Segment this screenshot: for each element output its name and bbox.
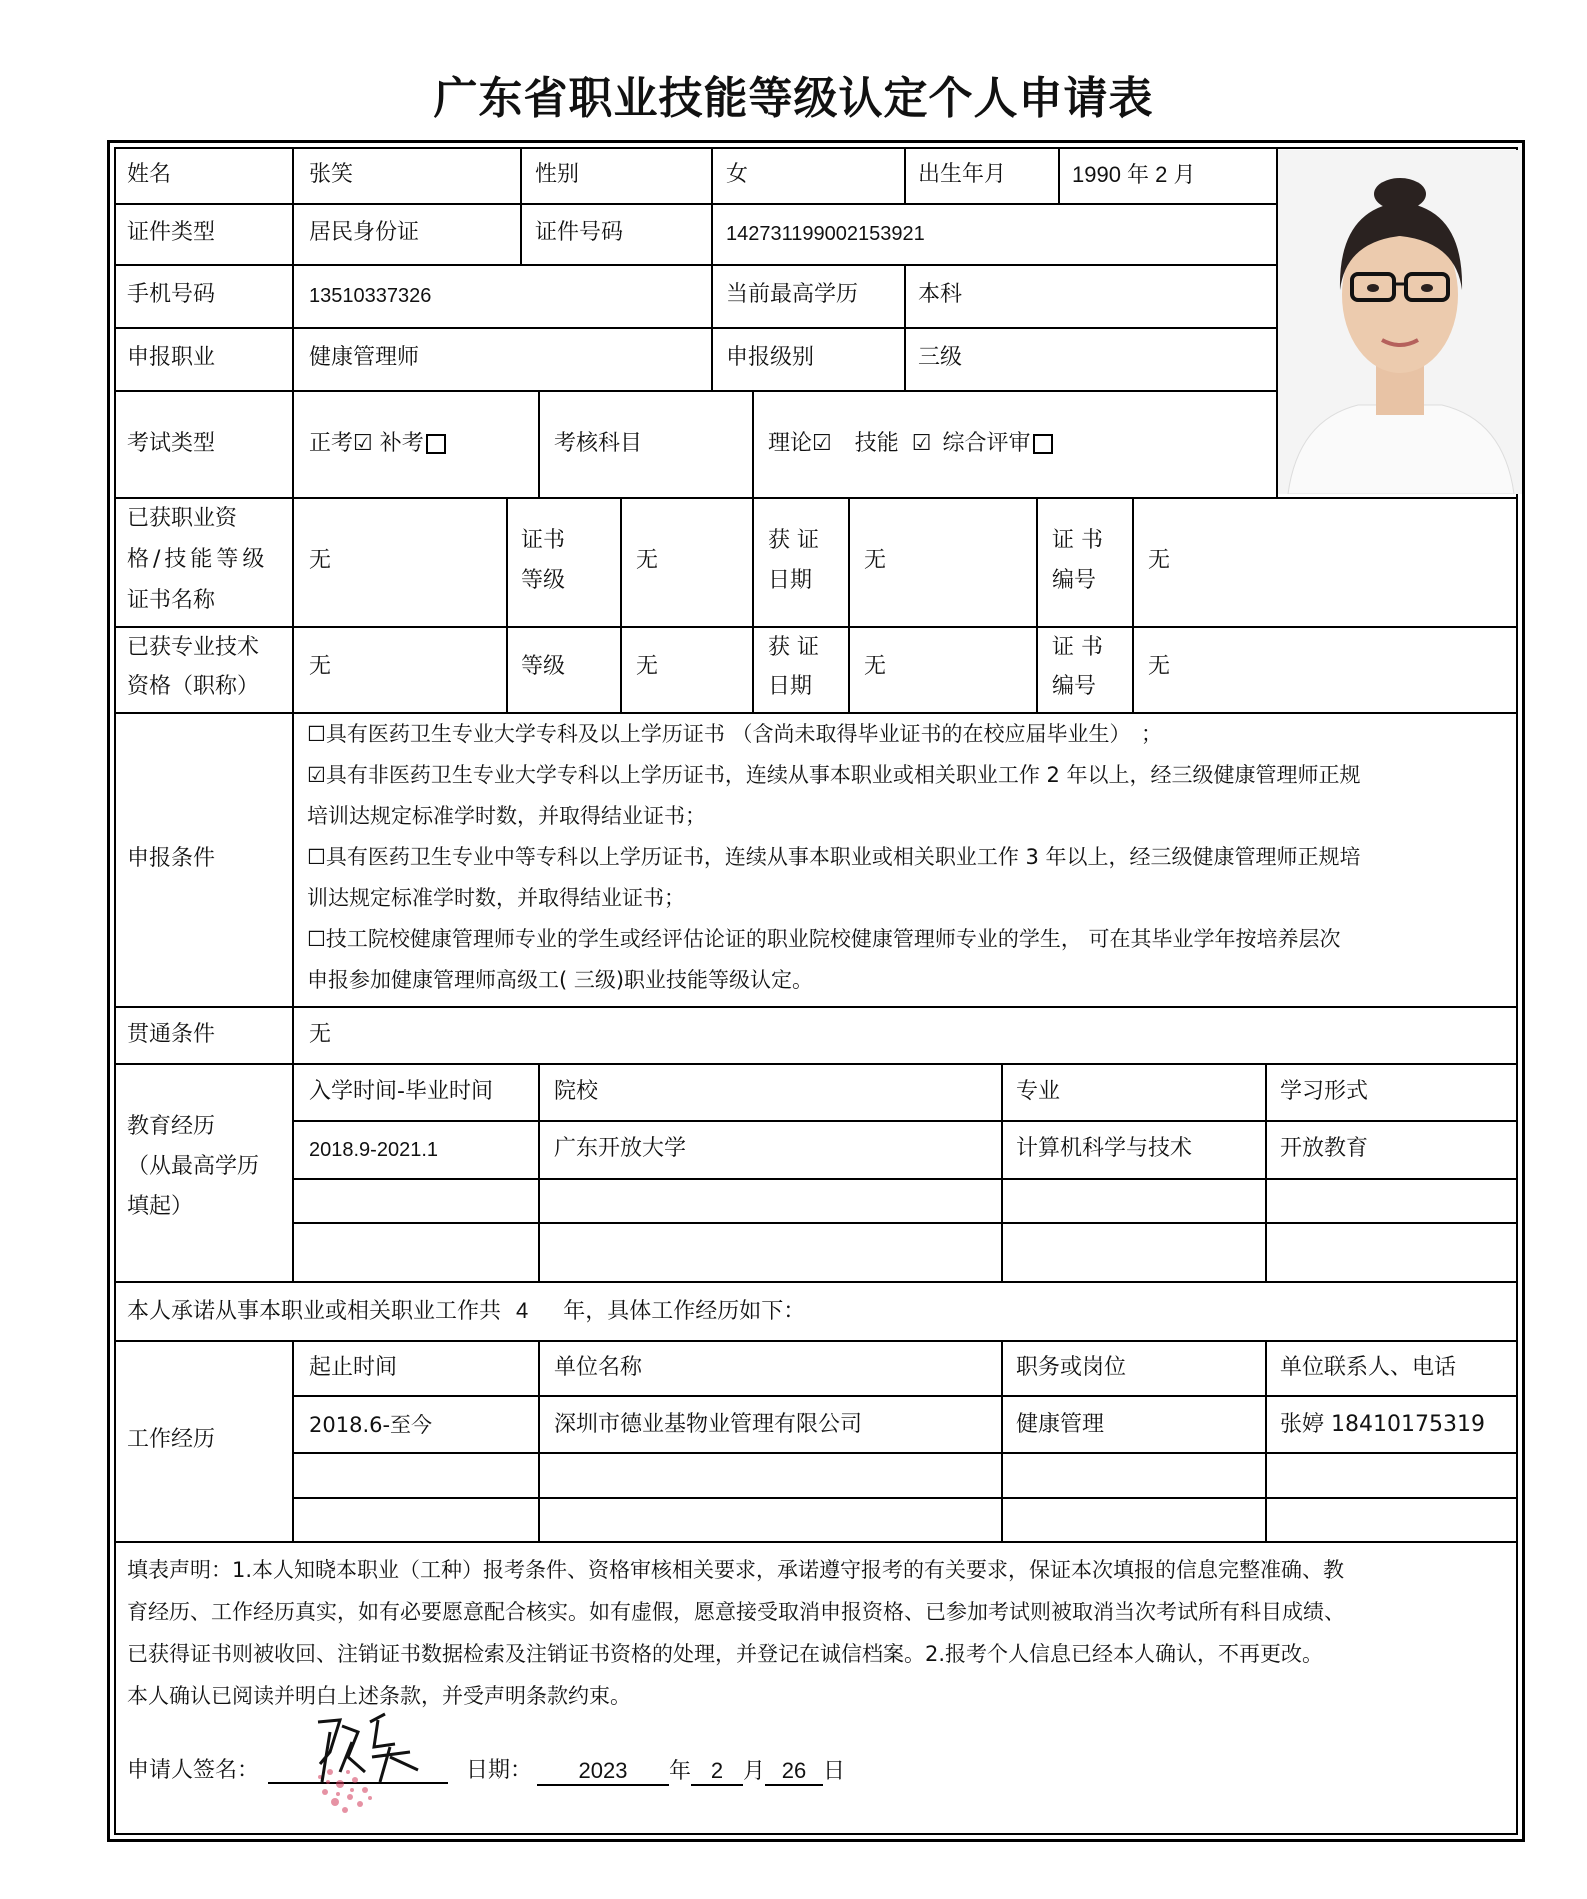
handwritten-signature xyxy=(300,1702,430,1822)
label-cert1-line1: 已获职业资 xyxy=(127,506,238,531)
label-cert-no2-line2: 编号 xyxy=(1052,674,1097,699)
condition-2-checkbox[interactable]: ☑ xyxy=(307,763,326,787)
subject-comprehensive-checkbox[interactable] xyxy=(1033,434,1053,454)
value-level[interactable]: 三级 xyxy=(918,345,963,370)
value-cert1-grade[interactable]: 无 xyxy=(636,548,659,573)
condition-1-checkbox[interactable]: ☐ xyxy=(307,722,326,746)
edu-row1-school[interactable]: 广东开放大学 xyxy=(554,1136,687,1161)
label-exam-subject: 考核科目 xyxy=(554,431,643,456)
label-conditions: 申报条件 xyxy=(127,846,216,871)
condition-4-cont: 申报参加健康管理师高级工( 三级)职业技能等级认定。 xyxy=(307,968,814,992)
label-cert-no-line2: 编号 xyxy=(1052,568,1097,593)
value-cert2-no[interactable]: 无 xyxy=(1148,654,1171,679)
work-commit-prefix: 本人承诺从事本职业或相关职业工作共 xyxy=(127,1299,502,1324)
label-level: 申报级别 xyxy=(726,345,815,370)
edu-row1-period[interactable]: 2018.9-2021.1 xyxy=(309,1139,439,1161)
condition-3-text: 具有医药卫生专业中等专科以上学历证书，连续从事本职业或相关职业工作 3 年以上，经三级健康管理师正规培 xyxy=(325,845,1361,869)
label-id-type: 证件类型 xyxy=(127,220,216,245)
exam-regular-label: 正考 xyxy=(309,431,354,456)
edu-header-period: 入学时间-毕业时间 xyxy=(309,1079,493,1104)
condition-3-checkbox[interactable]: ☐ xyxy=(307,845,326,869)
value-cert2-name[interactable]: 无 xyxy=(309,654,332,679)
work-header-company: 单位名称 xyxy=(554,1355,643,1380)
label-grade: 等级 xyxy=(521,654,566,679)
work-row1-position[interactable]: 健康管理 xyxy=(1016,1412,1105,1437)
month-unit: 月 xyxy=(743,1759,766,1784)
value-gender[interactable]: 女 xyxy=(726,162,749,187)
value-occupation[interactable]: 健康管理师 xyxy=(309,345,420,370)
label-get-date-line1: 获 证 xyxy=(768,528,819,553)
label-edu-hist-line2: （从最高学历 xyxy=(127,1154,260,1179)
edu-header-major: 专业 xyxy=(1016,1079,1061,1104)
edu-row1-mode[interactable]: 开放教育 xyxy=(1280,1136,1369,1161)
label-cert2-line1: 已获专业技术 xyxy=(127,635,260,660)
label-id-no: 证件号码 xyxy=(535,220,624,245)
subject-skill-label: 技能 xyxy=(854,431,899,456)
value-cert2-date[interactable]: 无 xyxy=(864,654,887,679)
label-cert1-line2: 格/技能等级 xyxy=(127,547,269,572)
declaration-line1: 填表声明：1.本人知晓本职业（工种）报考条件、资格审核相关要求，承诺遵守报考的有关要求，保证本次填报的信息完整准确、教 xyxy=(127,1558,1345,1582)
value-through[interactable]: 无 xyxy=(309,1022,332,1047)
value-cert1-name[interactable]: 无 xyxy=(309,548,332,573)
exam-regular-checkbox[interactable]: ☑ xyxy=(353,431,373,456)
condition-3-cont: 训达规定标准学时数，并取得结业证书； xyxy=(307,886,685,910)
label-get-date2-line1: 获 证 xyxy=(768,635,819,660)
value-cert2-grade[interactable]: 无 xyxy=(636,654,659,679)
exam-type-options xyxy=(309,430,446,458)
value-phone[interactable]: 13510337326 xyxy=(309,285,432,307)
declaration-line3: 已获得证书则被收回、注销证书数据检索及注销证书资格的处理，并登记在诚信档案。2.报考个人信息已经本人确认，不再更改。 xyxy=(127,1642,1324,1666)
year-unit: 年 xyxy=(669,1759,692,1784)
subject-skill-checkbox[interactable]: ☑ xyxy=(911,431,932,456)
label-through: 贯通条件 xyxy=(127,1022,216,1047)
date-day[interactable]: 26 xyxy=(765,1758,823,1786)
condition-1 xyxy=(307,720,1162,748)
value-id-no[interactable]: 142731199002153921 xyxy=(726,223,925,245)
label-exam-type: 考试类型 xyxy=(127,431,216,456)
work-row1-contact[interactable]: 张婷 18410175319 xyxy=(1280,1412,1485,1437)
label-phone: 手机号码 xyxy=(127,282,216,307)
label-cert-grade-line2: 等级 xyxy=(521,568,566,593)
condition-3 xyxy=(307,843,1361,871)
subject-theory-checkbox[interactable]: ☑ xyxy=(812,431,832,456)
label-occupation: 申报职业 xyxy=(127,345,216,370)
declaration-line2: 育经历、工作经历真实，如有必要愿意配合核实。如有虚假，愿意接受取消申报资格、已参加考试则被取消当次考试所有科目成绩、 xyxy=(127,1600,1345,1624)
label-get-date-line2: 日期 xyxy=(768,568,813,593)
label-edu: 当前最高学历 xyxy=(726,282,859,307)
label-cert1-line3: 证书名称 xyxy=(127,588,216,613)
label-cert2-line2: 资格（职称） xyxy=(127,674,260,699)
label-work-hist: 工作经历 xyxy=(127,1427,216,1452)
exam-makeup-label: 补考 xyxy=(379,431,424,456)
work-commit-suffix: 年，具体工作经历如下： xyxy=(563,1299,806,1324)
condition-2-cont: 培训达规定标准学时数，并取得结业证书； xyxy=(307,804,706,828)
label-edu-hist-line1: 教育经历 xyxy=(127,1114,216,1139)
value-birth[interactable]: 1990 年 2 月 xyxy=(1072,162,1196,187)
work-commitment xyxy=(127,1297,805,1326)
value-name[interactable]: 张笑 xyxy=(309,162,354,187)
date-fields xyxy=(537,1757,845,1786)
label-cert-no2-line1: 证 书 xyxy=(1052,635,1103,660)
work-row1-company[interactable]: 深圳市德业基物业管理有限公司 xyxy=(554,1412,863,1437)
condition-4-text: 技工院校健康管理师专业的学生或经评估论证的职业院校健康管理师专业的学生， 可在其毕业学年按培养层次 xyxy=(325,927,1341,951)
label-gender: 性别 xyxy=(535,162,580,187)
subject-comprehensive-label: 综合评审 xyxy=(942,431,1031,456)
date-label: 日期： xyxy=(466,1758,533,1783)
work-years[interactable]: 4 xyxy=(516,1298,529,1323)
label-birth: 出生年月 xyxy=(918,162,1007,187)
value-cert1-date[interactable]: 无 xyxy=(864,548,887,573)
value-edu[interactable]: 本科 xyxy=(918,282,963,307)
condition-1-text: 具有医药卫生专业大学专科及以上学历证书 （含尚未取得毕业证书的在校应届毕业生） ； xyxy=(325,722,1162,746)
value-id-type[interactable]: 居民身份证 xyxy=(309,220,420,245)
work-header-contact: 单位联系人、电话 xyxy=(1280,1355,1457,1380)
work-row1-period[interactable]: 2018.6-至今 xyxy=(309,1413,433,1437)
label-cert-grade-line1: 证书 xyxy=(521,528,566,553)
day-unit: 日 xyxy=(823,1759,846,1784)
condition-2 xyxy=(307,761,1361,789)
label-cert-no-line1: 证 书 xyxy=(1052,528,1103,553)
signature-label: 申请人签名： xyxy=(127,1758,260,1783)
applicant-photo xyxy=(1278,150,1522,494)
edu-header-school: 院校 xyxy=(554,1079,599,1104)
value-cert1-no[interactable]: 无 xyxy=(1148,548,1171,573)
work-header-position: 职务或岗位 xyxy=(1016,1355,1127,1380)
date-month[interactable]: 2 xyxy=(691,1758,743,1786)
edu-header-mode: 学习形式 xyxy=(1280,1079,1369,1104)
exam-subject-options xyxy=(768,430,1053,458)
condition-4 xyxy=(307,925,1341,953)
condition-4-checkbox[interactable]: ☐ xyxy=(307,927,326,951)
declaration-line4: 本人确认已阅读并明白上述条款，并受声明条款约束。 xyxy=(127,1684,631,1708)
exam-makeup-checkbox[interactable] xyxy=(426,434,446,454)
condition-2-text: 具有非医药卫生专业大学专科以上学历证书，连续从事本职业或相关职业工作 2 年以上，经三级健康管理师正规 xyxy=(325,763,1361,787)
date-year[interactable]: 2023 xyxy=(537,1758,669,1786)
edu-row1-major[interactable]: 计算机科学与技术 xyxy=(1016,1136,1193,1161)
subject-theory-label: 理论 xyxy=(768,431,813,456)
label-get-date2-line2: 日期 xyxy=(768,674,813,699)
label-edu-hist-line3: 填起） xyxy=(127,1194,194,1219)
form-title: 广东省职业技能等级认定个人申请表 xyxy=(433,73,1154,124)
label-name: 姓名 xyxy=(127,162,172,187)
work-header-period: 起止时间 xyxy=(309,1355,398,1380)
